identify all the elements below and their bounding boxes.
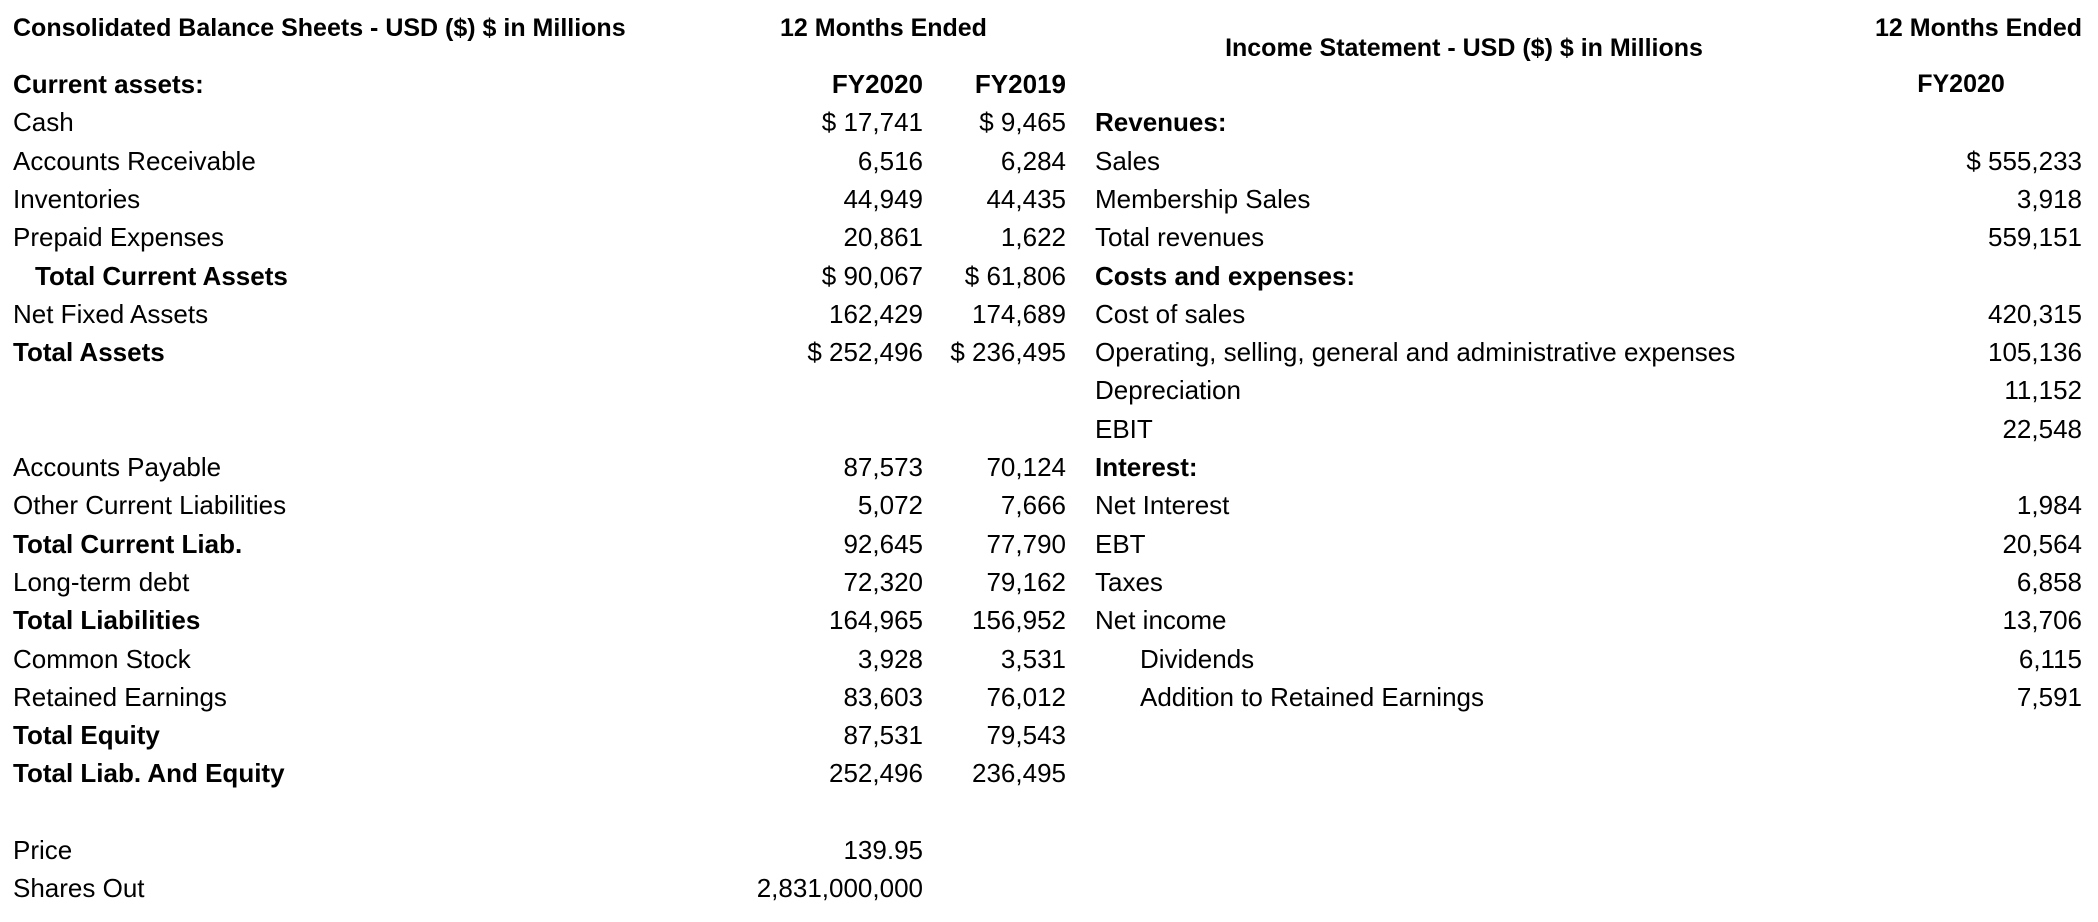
value-fy2020: 164,965 xyxy=(829,605,923,636)
value-fy2020: 6,115 xyxy=(2018,643,2082,674)
row-label: Costs and expenses: xyxy=(1095,260,1356,291)
table-row xyxy=(0,640,2098,678)
balance-sheet-period-header: 12 Months Ended xyxy=(780,14,987,42)
value-fy2020: 5,072 xyxy=(857,490,923,521)
row-label: Retained Earnings xyxy=(13,681,227,712)
value-fy2019: 3,531 xyxy=(1000,643,1066,674)
value-fy2020: 6,858 xyxy=(2016,566,2082,597)
row-label: Sales xyxy=(1095,145,1161,176)
table-row xyxy=(0,601,2098,639)
row-label: Membership Sales xyxy=(1095,183,1311,214)
row-label: Other Current Liabilities xyxy=(13,490,287,521)
value-fy2020: 6,516 xyxy=(857,145,923,176)
value-fy2020: 22,548 xyxy=(2002,413,2082,444)
row-label: EBIT xyxy=(1095,413,1153,444)
value-fy2020: 20,861 xyxy=(843,222,923,253)
row-label: Dividends xyxy=(1140,643,1255,674)
row-label: Interest: xyxy=(1095,452,1198,482)
row-label: Price xyxy=(13,835,73,865)
table-row xyxy=(0,218,2098,256)
row-label: Cash xyxy=(13,107,74,138)
value-fy2020: 72,320 xyxy=(843,566,923,597)
value-fy2019: 6,284 xyxy=(1000,145,1066,176)
value-fy2020: 2,831,000,000 xyxy=(756,873,923,904)
value-fy2020: 3,928 xyxy=(857,643,923,674)
table-row xyxy=(0,142,2098,180)
value-fy2019: 76,012 xyxy=(986,681,1066,712)
row-label: Inventories xyxy=(13,183,141,214)
table-row xyxy=(0,563,2098,601)
row-label: Net Fixed Assets xyxy=(13,298,209,329)
row-label: Total Assets xyxy=(13,337,165,368)
value-fy2019: $ 236,495 xyxy=(950,337,1066,368)
row-label: Addition to Retained Earnings xyxy=(1140,681,1485,712)
row-label: Total Equity xyxy=(13,720,160,751)
value-fy2019: 79,543 xyxy=(986,720,1066,751)
value-fy2019: 156,952 xyxy=(972,605,1066,636)
table-row xyxy=(0,180,2098,218)
row-label: Shares Out xyxy=(13,873,145,904)
value-fy2020: 3,918 xyxy=(2016,183,2082,214)
table-row xyxy=(0,869,2098,907)
value-fy2019: $ 61,806 xyxy=(964,260,1066,291)
row-label: Total Current Assets xyxy=(35,260,288,291)
value-fy2019: $ 9,465 xyxy=(979,107,1066,138)
table-row xyxy=(0,831,2098,869)
row-label: Common Stock xyxy=(13,643,191,674)
table-row xyxy=(0,410,2098,448)
value-fy2020: 87,573 xyxy=(843,452,923,482)
value-fy2020: 11,152 xyxy=(2004,375,2082,406)
row-label: Total Liab. And Equity xyxy=(13,758,285,789)
value-fy2019: 70,124 xyxy=(986,452,1066,482)
row-label: Total Current Liab. xyxy=(13,528,243,559)
row-label: Taxes xyxy=(1095,566,1163,597)
value-fy2020: 83,603 xyxy=(843,681,923,712)
income-statement-period-header: 12 Months Ended xyxy=(1875,14,2082,42)
table-row xyxy=(0,448,2098,486)
value-fy2020: 13,706 xyxy=(2002,605,2082,636)
value-fy2019: 77,790 xyxy=(986,528,1066,559)
value-fy2019: 1,622 xyxy=(1000,222,1066,253)
value-fy2020: 162,429 xyxy=(829,298,923,329)
value-fy2020: 92,645 xyxy=(843,528,923,559)
row-label: Current assets: xyxy=(13,69,204,99)
table-row xyxy=(0,678,2098,716)
value-fy2019: 7,666 xyxy=(1000,490,1066,521)
row-label: Revenues: xyxy=(1095,107,1227,138)
value-fy2020: $ 555,233 xyxy=(1966,145,2082,176)
row-label: Depreciation xyxy=(1095,375,1241,406)
row-label: Total Liabilities xyxy=(13,605,201,636)
row-label: EBT xyxy=(1095,528,1146,559)
table-row xyxy=(0,257,2098,295)
value-fy2019: 44,435 xyxy=(986,183,1066,214)
income-statement-column-header: FY2020 xyxy=(1917,70,2005,98)
value-fy2020: 139.95 xyxy=(843,835,923,865)
value-fy2020: 252,496 xyxy=(829,758,923,789)
table-row xyxy=(0,754,2098,792)
row-label: Accounts Receivable xyxy=(13,145,256,176)
value-fy2020: $ 90,067 xyxy=(821,260,923,291)
value-fy2020: $ 252,496 xyxy=(807,337,923,368)
row-label: Long-term debt xyxy=(13,566,190,597)
row-label: Cost of sales xyxy=(1095,298,1246,329)
balance-sheet-header-row xyxy=(0,65,2098,103)
value-fy2020: 44,949 xyxy=(843,183,923,214)
row-label: Operating, selling, general and administrative expenses xyxy=(1095,337,1736,368)
row-label: Net income xyxy=(1095,605,1227,636)
column-header-fy2020: FY2020 xyxy=(831,69,923,99)
value-fy2020: 7,591 xyxy=(2016,681,2082,712)
table-row xyxy=(0,525,2098,563)
value-fy2020: 559,151 xyxy=(1988,222,2082,253)
table-row xyxy=(0,716,2098,754)
value-fy2020: 1,984 xyxy=(2016,490,2082,521)
value-fy2020: 105,136 xyxy=(1988,337,2082,368)
value-fy2020: 87,531 xyxy=(843,720,923,751)
value-fy2019: 236,495 xyxy=(972,758,1066,789)
value-fy2019: 79,162 xyxy=(986,566,1066,597)
table-row xyxy=(0,295,2098,333)
value-fy2020: 20,564 xyxy=(2002,528,2082,559)
row-label: Total revenues xyxy=(1095,222,1265,253)
row-label: Accounts Payable xyxy=(13,452,222,482)
row-label: Net Interest xyxy=(1095,490,1230,521)
value-fy2020: 420,315 xyxy=(1988,298,2082,329)
value-fy2020: $ 17,741 xyxy=(821,107,923,138)
table-row xyxy=(0,486,2098,524)
value-fy2019: 174,689 xyxy=(972,298,1066,329)
table-row xyxy=(0,103,2098,141)
table-row xyxy=(0,371,2098,409)
column-header-fy2019: FY2019 xyxy=(974,69,1066,99)
balance-sheet-title: Consolidated Balance Sheets - USD ($) $ in Millions xyxy=(13,14,626,42)
table-row xyxy=(0,333,2098,371)
income-statement-title: Income Statement - USD ($) $ in Millions xyxy=(1225,34,1703,62)
row-label: Prepaid Expenses xyxy=(13,222,225,253)
